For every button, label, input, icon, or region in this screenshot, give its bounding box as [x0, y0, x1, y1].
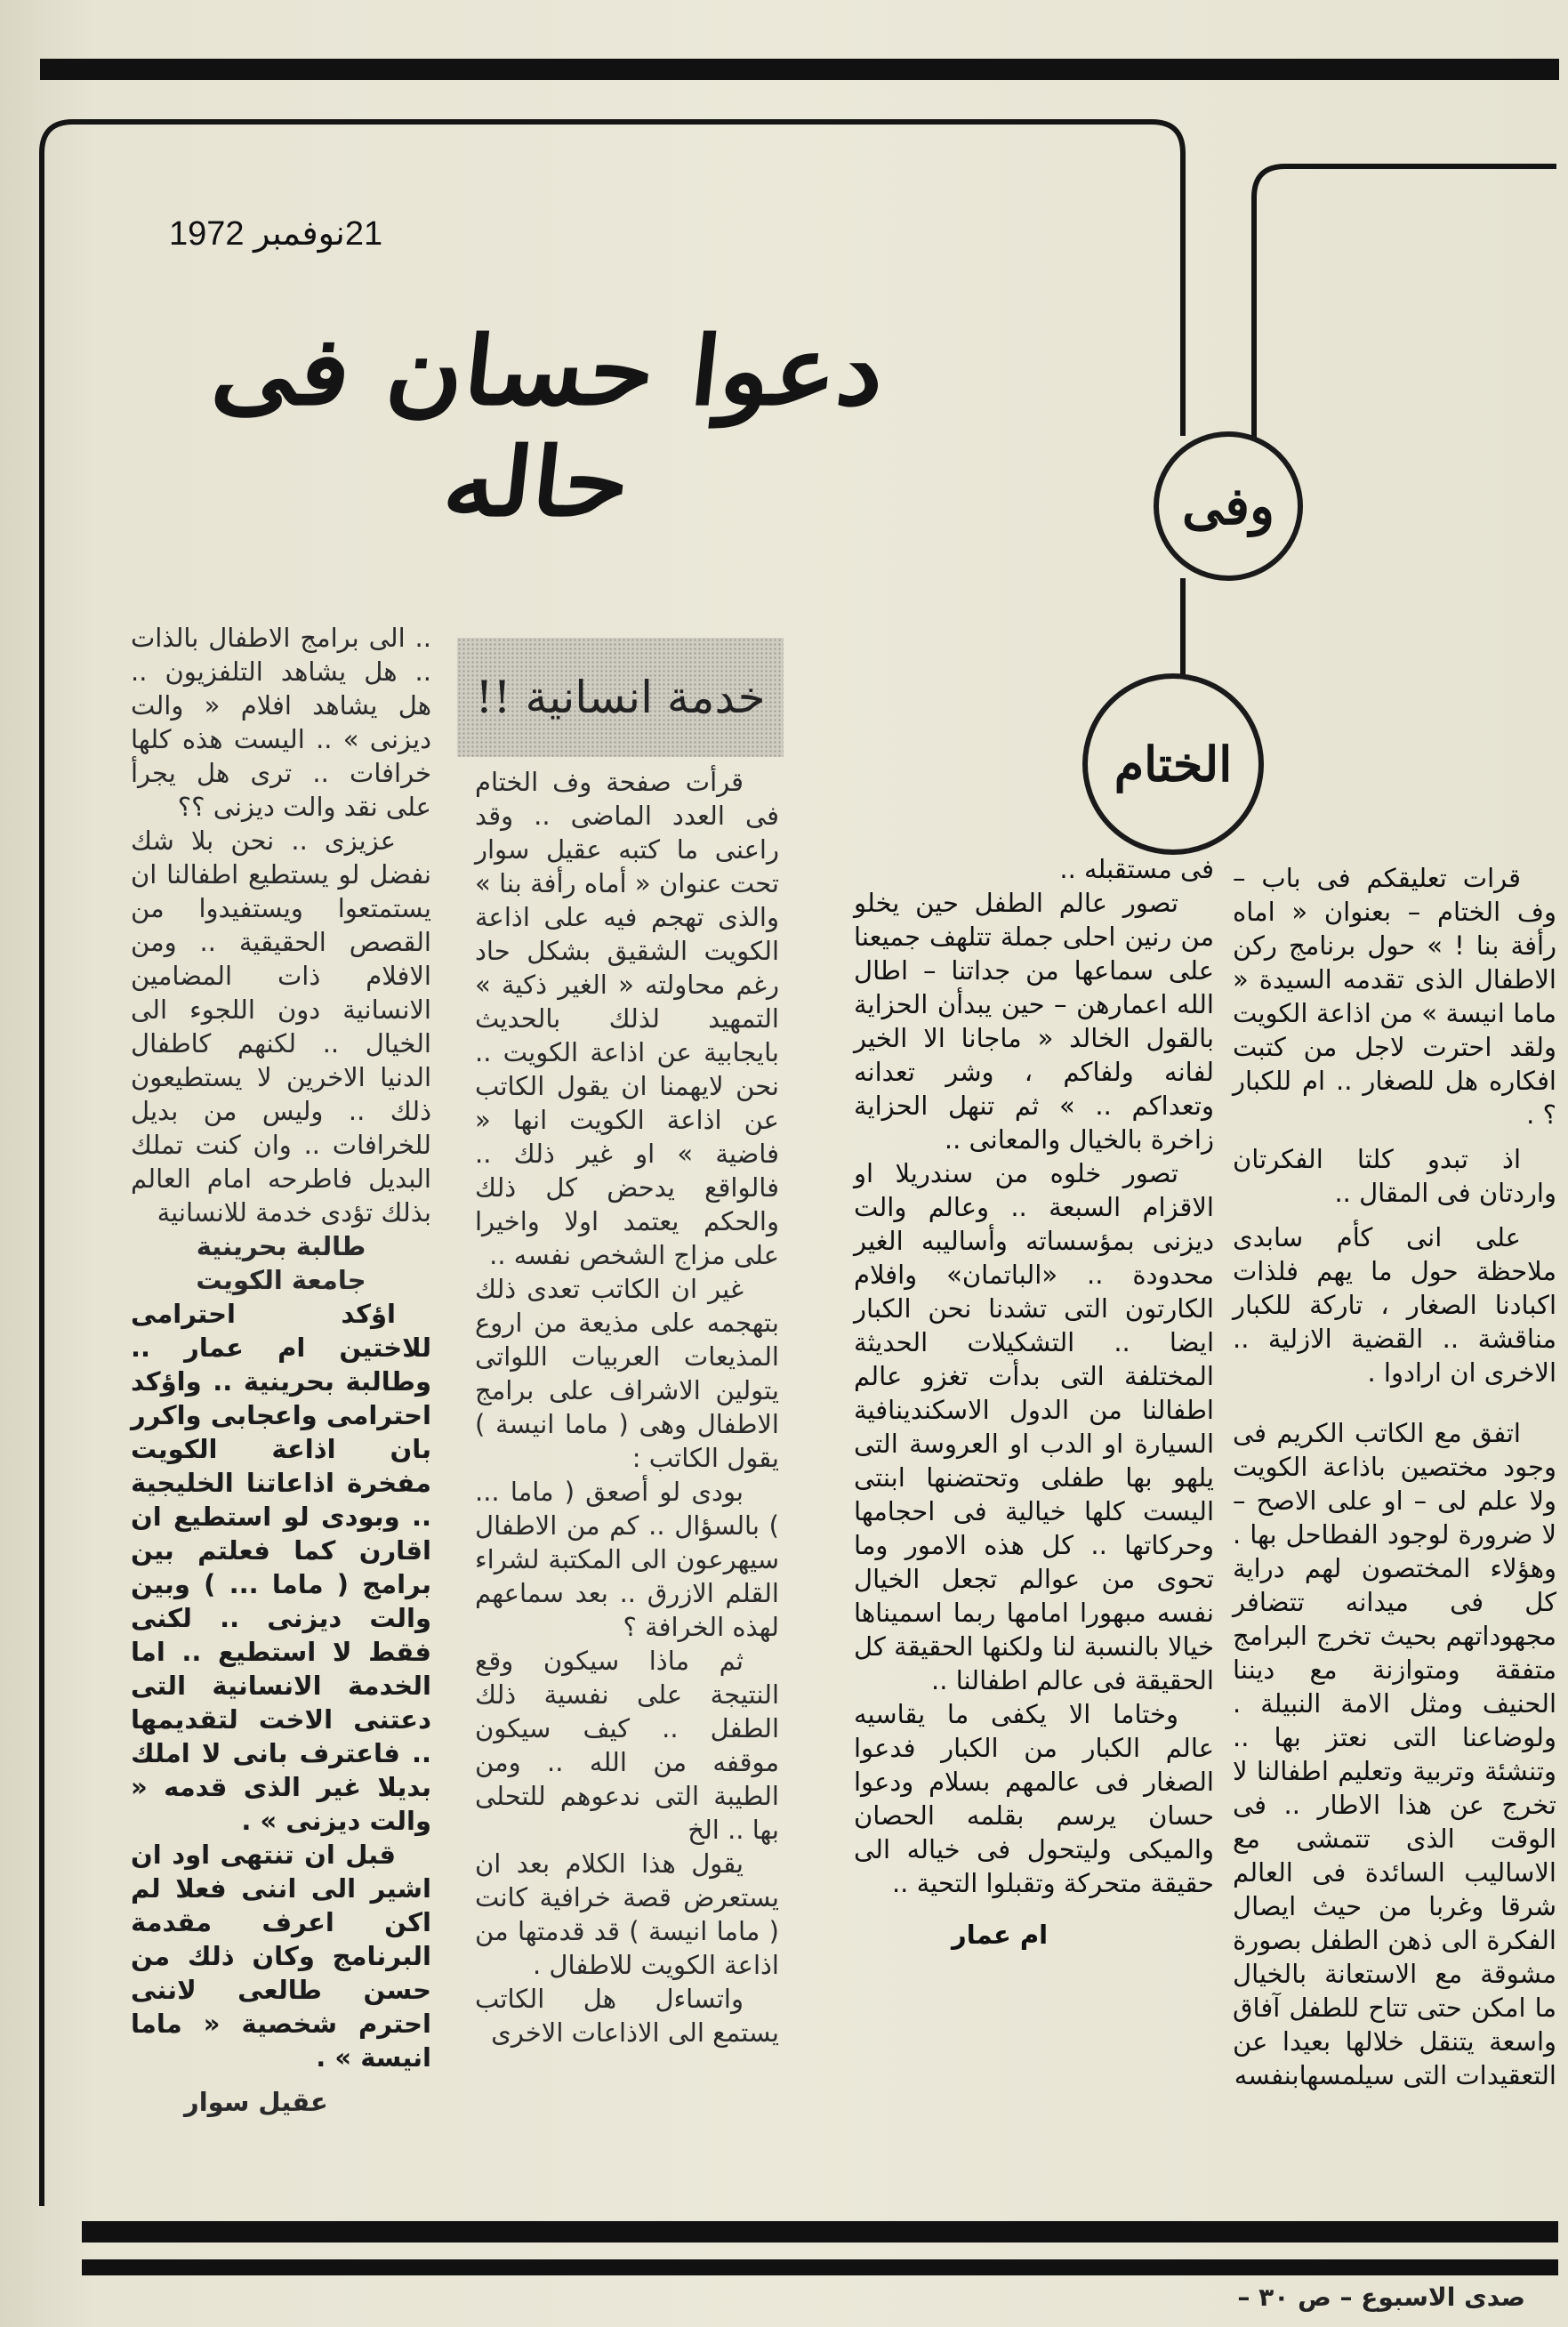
reply-paragraph: قبل ان تنتهى اود ان اشير الى اننى فعلا لم اكن اعرف مقدمة البرنامج وكان ذلك من حسن طالعى لاننى احترم شخصية « ماما انيسة » .: [131, 1840, 431, 2073]
paragraph: فى مستقبله ..: [1059, 854, 1214, 884]
author-signature: ام عمار: [952, 1920, 1049, 1950]
right-frame: [1254, 166, 1556, 438]
headline: دعوا حسان فى حاله: [206, 314, 890, 538]
section-badge-wafi: [1154, 431, 1303, 581]
article-column-2: [854, 852, 1214, 1952]
paragraph: .. الى برامج الاطفال بالذات .. هل يشاهد التلفزيون .. هل يشاهد افلام « والت ديزنى » .. اليست هذه كلها خرافات .. ترى هل يجرأ على نقد والت ديزنى ؟؟: [131, 623, 431, 822]
reply-paragraph: اؤكد احترامى للاختين ام عمار .. وطالبة بحرينية .. واؤكد احترامى واعجابى واكرر بان اذاعة الكويت مفخرة اذاعاتنا الخليجية .. وبودى لو استطيع ان اقارن كما فعلتم بين برامج ( ماما ... ) وبين والت ديزنى .. لكنى فقط لا استطيع .. اما الخدمة الانسانية التى دعتنى الاخت لتقديمها .. فاعترف بانى لا املك بديلا غير الذى قدمه « والت ديزنى » .: [131, 1299, 431, 1836]
bottom-rule-2: [82, 2259, 1558, 2275]
paragraph: على انى كأم سابدى ملاحظة حول ما يهم فلذات اكبادنا الصغار ، تاركة للكبار مناقشة .. القضية الازلية .. الاخرى ان ارادوا .: [1233, 1222, 1556, 1388]
page-footer: صدى الاسبوع – ص ٣٠ –: [1237, 2283, 1525, 2312]
author-signature: عقيل سوار: [184, 2087, 328, 2117]
article-column-1: [1233, 861, 1556, 2092]
article-column-4: [131, 621, 431, 2119]
subheading: خدمة انسانية !!: [475, 672, 766, 723]
paragraph: يقول هذا الكلام بعد ان يستعرض قصة خرافية كانت ( ماما انيسة ) قد قدمتها من اذاعة الكويت للاطفال .: [475, 1848, 779, 1980]
paragraph: تصور عالم الطفل حين يخلو من رنين احلى جملة تتلهف جميعنا على سماعها من جداتنا – اطال الله اعمارهن – حين يبدأن الحزاية بالقول الخالد « ماجانا الا الخير لفانه ولفاكم ، وشر تعدانه وتعداكم .. » ثم تنهل الحزاية زاخرة بالخيال والمعانى ..: [854, 888, 1214, 1155]
paragraph: وختاما الا يكفى ما يقاسيه عالم الكبار من الكبار فدعوا الصغار فى عالمهم بسلام ودعوا حسان يرسم بقلمه الحصان والميكى وليتحول فى خياله الى حقيقة متحركة وتقبلوا التحية ..: [854, 1699, 1214, 1898]
subheading-box: [457, 638, 784, 757]
paragraph: قرات تعليقكم فى باب – وف الختام – بعنوان « اماه رأفة بنا ! » حول برنامج ركن الاطفال الذى تقدمه السيدة « ماما انيسة » من اذاعة الكويت ولقد احترت لاجل من كتبت افكاره هل للصغار .. ام للكبار ؟ .: [1233, 863, 1556, 1130]
bottom-rule-1: [82, 2221, 1558, 2242]
issue-date: 21نوفمبر 1972: [169, 215, 383, 253]
paragraph: واتساءل هل الكاتب يستمع الى الاذاعات الاخرى: [475, 1984, 779, 2048]
paragraph: تصور خلوه من سندريلا او الاقزام السبعة .. وعالم والت ديزنى بمؤسساته وأساليبه الغير محدودة .. «الباتمان» وافلام الكارتون التى تشدنا نحن الكبار ايضا .. التشكيلات الحديثة المختلفة التى بدأت تغزو عالم اطفالنا من الدول الاسكندينافية السيارة او الدب او العروسة التى يلهو بها طفلى وتحتضنها ابنتى اليست كلها خيالية فى احجامها وحركاتها .. كل هذه الامور وما تحوى من عوالم تجعل الخيال نفسه مبهورا امامها ربما اسميناها خيالا بالنسبة لنا ولكنها الحقيقة كل الحقيقة فى عالم اطفالنا ..: [854, 1158, 1214, 1695]
author-signature: جامعة الكويت: [196, 1265, 366, 1295]
top-rule: [40, 59, 1559, 80]
paragraph: ثم ماذا سيكون وقع النتيجة على نفسية ذلك الطفل .. كيف سيكون موقفه من الله .. ومن الطيبة التى ندعوهم للتحلى بها .. الخ: [475, 1646, 779, 1845]
section-badge-alkhitam: [1082, 673, 1264, 855]
paragraph: اذ تبدو كلتا الفكرتان واردتان فى المقال ..: [1233, 1144, 1556, 1208]
article-column-3: [475, 765, 779, 2049]
paragraph: غير ان الكاتب تعدى ذلك بتهجمه على مذيعة من اروع المذيعات العربيات اللواتى يتولين الاشراف على برامج الاطفال وهى ( ماما انيسة ) يقول الكاتب :: [475, 1274, 779, 1473]
badge-text: وفى: [1181, 476, 1275, 536]
author-signature: طالبة بحرينية: [196, 1231, 366, 1261]
paragraph: عزيزى .. نحن بلا شك نفضل لو يستطيع اطفالنا ان يستمتعوا ويستفيدوا من القصص الحقيقية .. ومن الافلام ذات المضامين الانسانية دون اللجوء الى الخيال .. لكنهم كاطفال الدنيا الاخرين لا يستطيعون ذلك .. وليس من بديل للخرافات .. وان كنت تملك البديل فاطرحه امام العالم بذلك تؤدى خدمة للانسانية: [131, 825, 431, 1228]
paragraph: بودى لو أصعق ( ماما ... ) بالسؤال .. كم من الاطفال سيهرعون الى المكتبة لشراء القلم الازرق .. بعد سماعهم لهذه الخرافة ؟: [475, 1477, 779, 1642]
paragraph: قرأت صفحة وف الختام فى العدد الماضى .. وقد راعنى ما كتبه عقيل سوار تحت عنوان « أماه رأفة بنا » والذى تهجم فيه على اذاعة الكويت الشقيق بشكل حاد رغم محاولته « الغير ذكية » التمهيد لذلك بالحديث بايجابية عن اذاعة الكويت .. نحن لايهمنا ان يقول الكاتب عن اذاعة الكويت انها « فاضية » او غير ذلك .. فالواقع يدحض كل ذلك والحكم يعتمد اولا واخيرا على مزاج الشخص نفسه ..: [475, 767, 779, 1270]
paragraph: اتفق مع الكاتب الكريم فى وجود مختصين باذاعة الكويت ولا علم لى – او على الاصح – لا ضرورة لوجود الفطاحل بها . وهؤلاء المختصون لهم دراية كل فى ميدانه تتضافر مجهوداتهم بحيث تخرج البرامج متفقة ومتوازنة مع ديننا الحنيف ومثل الامة النبيلة . ولوضاعنا التى نعتز بها .. وتنشئة وتربية وتعليم اطفالنا لا تخرج عن هذا الاطار .. فى الوقت الذى تتمشى مع الاساليب السائدة فى العالم شرقا وغربا من حيث ايصال الفكرة الى ذهن الطفل بصورة مشوقة مع الاستعانة بالخيال ما امكن حتى تتاح للطفل آفاق واسعة يتنقل خلالها بعيدا عن التعقيدات التى سيلمسهابنفسه: [1233, 1418, 1556, 2090]
badge-text: الختام: [1114, 736, 1233, 793]
